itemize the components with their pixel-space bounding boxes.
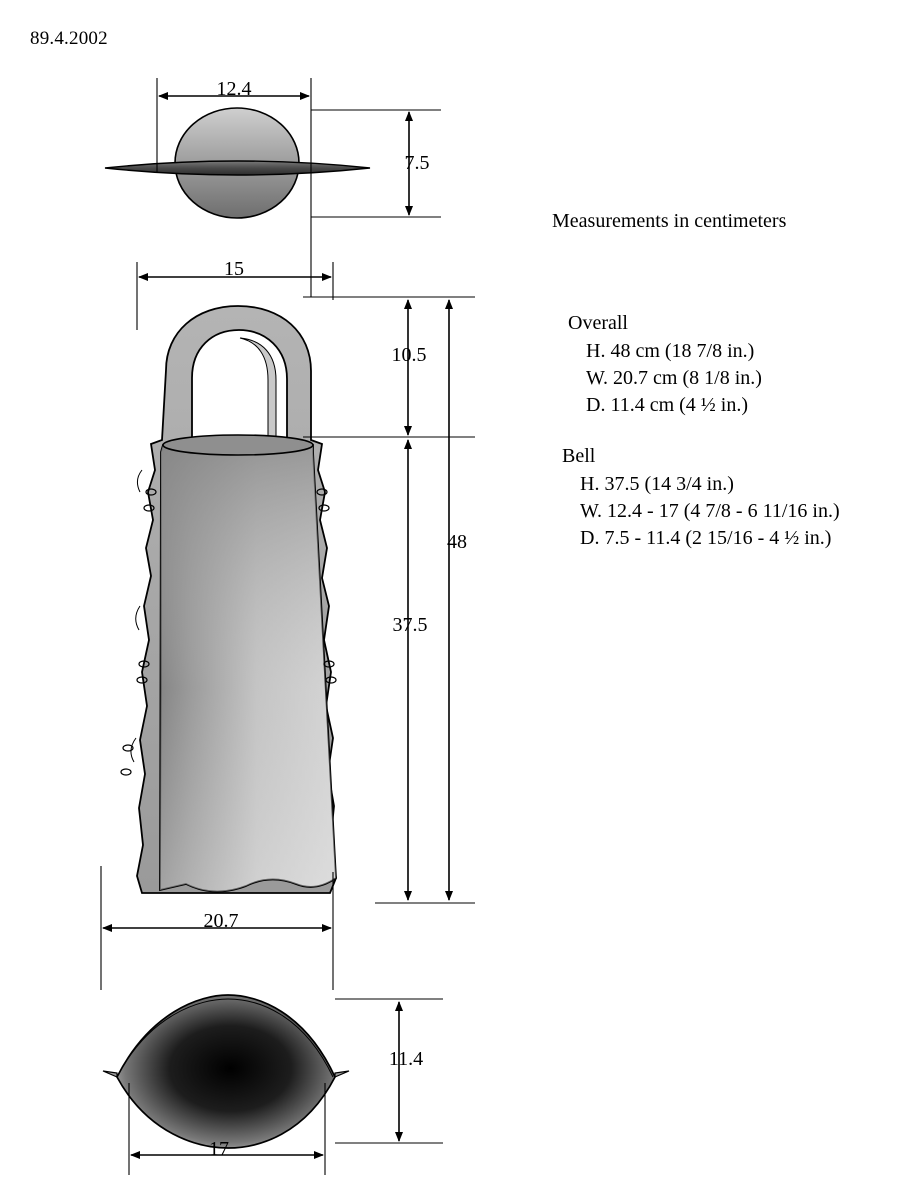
dim-label-bottom-depth: 11.4	[388, 1048, 424, 1070]
spec-bell-width: W. 12.4 - 17 (4 7/8 - 6 11/16 in.)	[580, 500, 840, 522]
spec-bell-height: H. 37.5 (14 3/4 in.)	[580, 473, 734, 495]
units-note: Measurements in centimeters	[552, 210, 787, 232]
top-view	[105, 108, 370, 218]
dim-label-bottom-width: 17	[209, 1138, 229, 1160]
spec-overall-heading: Overall	[568, 312, 628, 334]
dim-label-top-width: 12.4	[216, 78, 252, 100]
spec-overall-width: W. 20.7 cm (8 1/8 in.)	[586, 367, 762, 389]
spec-bell-heading: Bell	[562, 445, 596, 467]
spec-overall	[568, 310, 762, 419]
dim-label-handle-width: 15	[224, 258, 244, 280]
dim-label-top-depth: 7.5	[404, 152, 430, 174]
spec-bell	[562, 443, 840, 552]
spec-overall-height: H. 48 cm (18 7/8 in.)	[586, 340, 755, 362]
accession-number: 89.4.2002	[30, 28, 108, 49]
spec-bell-depth: D. 7.5 - 11.4 (2 15/16 - 4 ½ in.)	[580, 527, 832, 549]
dim-label-handle-height: 10.5	[391, 344, 427, 366]
dim-label-overall-height: 48	[447, 531, 467, 553]
dim-label-bell-height: 37.5	[392, 614, 428, 636]
bottom-view	[103, 995, 349, 1148]
front-view	[121, 306, 336, 893]
dim-bell-height	[375, 440, 475, 903]
dim-label-mouth-width: 20.7	[203, 910, 239, 932]
spec-overall-depth: D. 11.4 cm (4 ½ in.)	[586, 394, 749, 416]
dim-bottom-depth	[335, 999, 443, 1143]
